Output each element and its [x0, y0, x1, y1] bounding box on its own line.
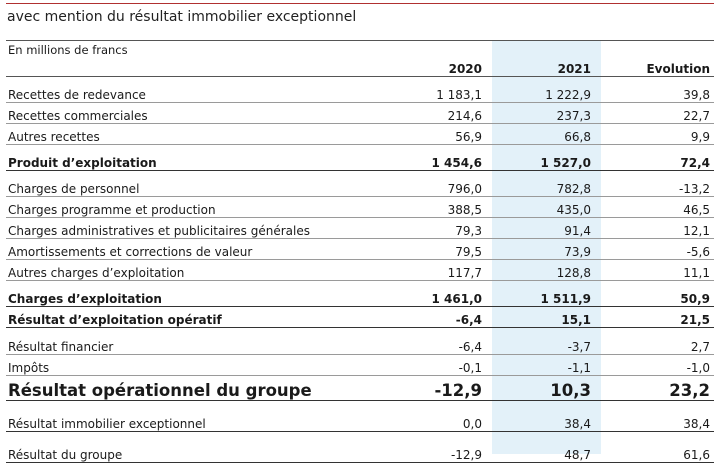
table-row	[6, 239, 714, 260]
value-2021: 1 527,0	[486, 145, 595, 171]
value-evolution: 11,1	[595, 260, 714, 281]
value-2020: 117,7	[386, 260, 486, 281]
row-label: Résultat opérationnel du groupe	[6, 376, 386, 401]
value-2021: 782,8	[486, 171, 595, 197]
value-evolution: 61,6	[595, 432, 714, 463]
unit-label: En millions de francs	[6, 41, 714, 60]
row-label: Recettes de redevance	[6, 77, 386, 103]
value-evolution: 39,8	[595, 77, 714, 103]
financial-table	[6, 40, 714, 463]
table-row	[6, 355, 714, 376]
value-2021: 66,8	[486, 124, 595, 145]
table-row-group-result	[6, 376, 714, 401]
value-2021: -3,7	[486, 328, 595, 355]
row-label: Amortissements et corrections de valeur	[6, 239, 386, 260]
header-2021: 2021	[486, 59, 595, 77]
row-label: Charges administratives et publicitaires générales	[6, 218, 386, 239]
value-2020: 214,6	[386, 103, 486, 124]
row-label: Charges programme et production	[6, 197, 386, 218]
value-evolution: -1,0	[595, 355, 714, 376]
row-label: Charges d’exploitation	[6, 281, 386, 307]
row-label: Impôts	[6, 355, 386, 376]
value-2020: 796,0	[386, 171, 486, 197]
value-evolution: 46,5	[595, 197, 714, 218]
value-2020: 56,9	[386, 124, 486, 145]
value-2020: -0,1	[386, 355, 486, 376]
value-evolution: -5,6	[595, 239, 714, 260]
value-2021: 1 222,9	[486, 77, 595, 103]
table-row	[6, 171, 714, 197]
value-2021: 73,9	[486, 239, 595, 260]
value-evolution: -13,2	[595, 171, 714, 197]
value-2020: -6,4	[386, 328, 486, 355]
row-label: Autres recettes	[6, 124, 386, 145]
value-2021: 10,3	[486, 376, 595, 401]
header-2020: 2020	[386, 59, 486, 77]
value-evolution: 9,9	[595, 124, 714, 145]
row-label: Résultat immobilier exceptionnel	[6, 401, 386, 432]
row-label: Autres charges d’exploitation	[6, 260, 386, 281]
header-evolution: Evolution	[595, 59, 714, 77]
table-row	[6, 77, 714, 103]
value-2020: 1 461,0	[386, 281, 486, 307]
value-evolution: 38,4	[595, 401, 714, 432]
table-row	[6, 218, 714, 239]
value-2020: 0,0	[386, 401, 486, 432]
row-label: Résultat financier	[6, 328, 386, 355]
value-2020: 79,5	[386, 239, 486, 260]
table-row-total	[6, 281, 714, 307]
value-2021: 15,1	[486, 307, 595, 328]
row-label: Résultat du groupe	[6, 432, 386, 463]
value-2020: 1 454,6	[386, 145, 486, 171]
row-label: Produit d’exploitation	[6, 145, 386, 171]
row-label: Résultat d’exploitation opératif	[6, 307, 386, 328]
value-2021: 128,8	[486, 260, 595, 281]
value-2021: 91,4	[486, 218, 595, 239]
table-row	[6, 197, 714, 218]
value-2021: 435,0	[486, 197, 595, 218]
value-2020: -12,9	[386, 376, 486, 401]
value-2020: 388,5	[386, 197, 486, 218]
value-2021: 237,3	[486, 103, 595, 124]
table-row-total	[6, 145, 714, 171]
table-row	[6, 260, 714, 281]
value-2021: -1,1	[486, 355, 595, 376]
value-2021: 48,7	[486, 432, 595, 463]
page-title: avec mention du résultat immobilier exceptionnel	[7, 9, 357, 25]
value-2020: -6,4	[386, 307, 486, 328]
value-evolution: 22,7	[595, 103, 714, 124]
financial-table-wrapper	[6, 40, 714, 463]
table-row	[6, 124, 714, 145]
header-empty	[6, 59, 386, 77]
value-2020: 79,3	[386, 218, 486, 239]
table-row-total	[6, 307, 714, 328]
table-row	[6, 432, 714, 463]
value-evolution: 12,1	[595, 218, 714, 239]
table-row	[6, 328, 714, 355]
row-label: Recettes commerciales	[6, 103, 386, 124]
header-row	[6, 59, 714, 77]
value-2021: 1 511,9	[486, 281, 595, 307]
value-2021: 38,4	[486, 401, 595, 432]
unit-row	[6, 41, 714, 60]
table-row	[6, 103, 714, 124]
value-evolution: 72,4	[595, 145, 714, 171]
top-rule	[6, 3, 714, 4]
table-row	[6, 401, 714, 432]
value-evolution: 50,9	[595, 281, 714, 307]
value-evolution: 23,2	[595, 376, 714, 401]
value-2020: -12,9	[386, 432, 486, 463]
value-evolution: 2,7	[595, 328, 714, 355]
value-2020: 1 183,1	[386, 77, 486, 103]
row-label: Charges de personnel	[6, 171, 386, 197]
value-evolution: 21,5	[595, 307, 714, 328]
